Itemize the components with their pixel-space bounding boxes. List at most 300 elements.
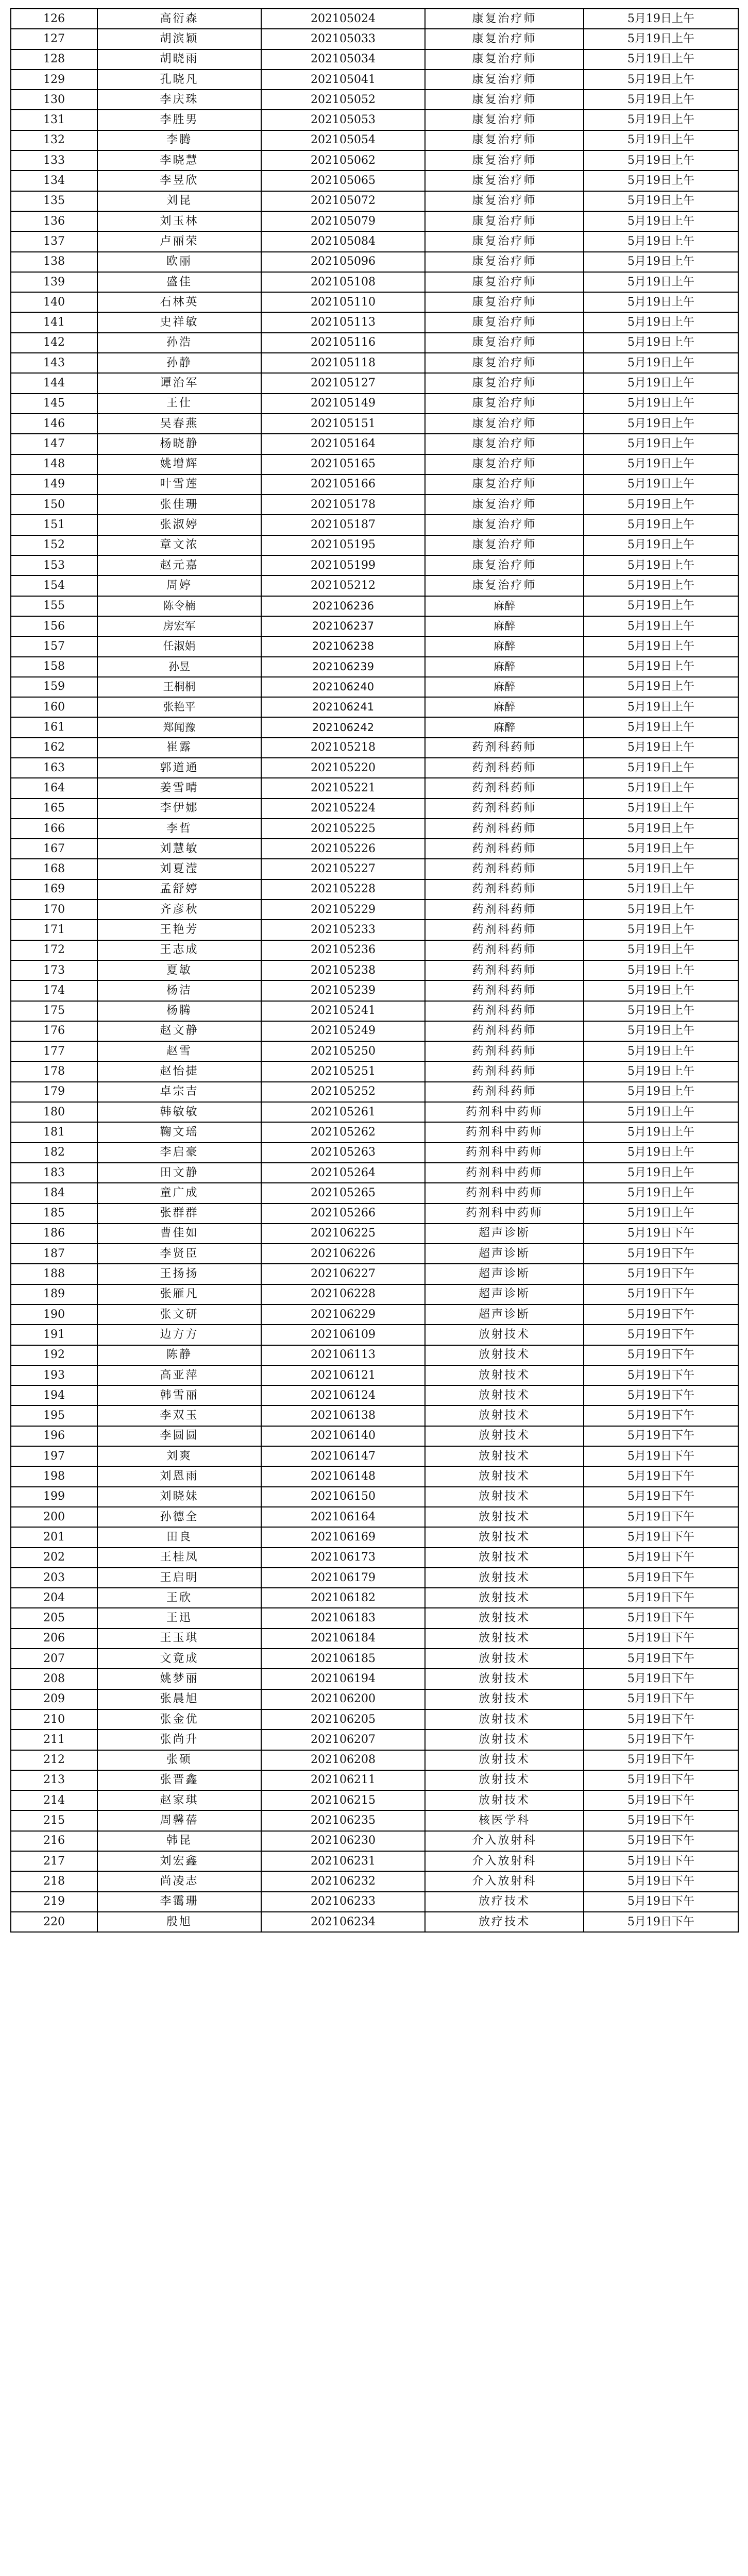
name-cell: 边方方	[97, 1325, 261, 1345]
specialty-cell: 放射技术	[425, 1730, 584, 1750]
row-number-cell: 178	[11, 1061, 97, 1081]
name-cell: 赵元嘉	[97, 555, 261, 575]
row-number-cell: 135	[11, 191, 97, 211]
exam-id-cell: 202105195	[261, 535, 425, 555]
exam-time-cell: 5月19日上午	[584, 657, 738, 677]
row-number-cell: 204	[11, 1588, 97, 1608]
table-row	[11, 474, 738, 495]
row-number-cell: 189	[11, 1284, 97, 1304]
table-row	[11, 292, 738, 312]
table-row	[11, 70, 738, 90]
specialty-cell: 放射技术	[425, 1568, 584, 1588]
row-number-cell: 193	[11, 1365, 97, 1385]
row-number-cell: 183	[11, 1163, 97, 1183]
table-row	[11, 738, 738, 758]
exam-id-cell: 202105250	[261, 1041, 425, 1061]
name-cell: 张雁凡	[97, 1284, 261, 1304]
table-row	[11, 333, 738, 353]
row-number-cell: 149	[11, 474, 97, 495]
specialty-cell: 康复治疗师	[425, 130, 584, 150]
exam-id-cell: 202105065	[261, 171, 425, 191]
row-number-cell: 209	[11, 1689, 97, 1709]
exam-id-cell: 202105165	[261, 454, 425, 474]
exam-id-cell: 202105238	[261, 960, 425, 980]
table-row	[11, 879, 738, 900]
exam-id-cell: 202105218	[261, 738, 425, 758]
specialty-cell: 介入放射科	[425, 1851, 584, 1871]
table-row	[11, 1204, 738, 1224]
specialty-cell: 放射技术	[425, 1466, 584, 1486]
table-row	[11, 717, 738, 737]
exam-id-cell: 202105262	[261, 1122, 425, 1142]
exam-id-cell: 202106140	[261, 1426, 425, 1446]
specialty-cell: 康复治疗师	[425, 353, 584, 373]
table-row	[11, 1507, 738, 1527]
exam-id-cell: 202105053	[261, 110, 425, 130]
exam-time-cell: 5月19日上午	[584, 414, 738, 434]
exam-id-cell: 202105110	[261, 292, 425, 312]
exam-time-cell: 5月19日下午	[584, 1568, 738, 1588]
exam-time-cell: 5月19日下午	[584, 1405, 738, 1426]
name-cell: 章文浓	[97, 535, 261, 555]
exam-time-cell: 5月19日上午	[584, 879, 738, 900]
specialty-cell: 康复治疗师	[425, 110, 584, 130]
specialty-cell: 放射技术	[425, 1426, 584, 1446]
table-row	[11, 1183, 738, 1203]
table-row	[11, 1365, 738, 1385]
exam-id-cell: 202105084	[261, 231, 425, 251]
table-row	[11, 1102, 738, 1122]
exam-time-cell: 5月19日下午	[584, 1345, 738, 1365]
name-cell: 王玉琪	[97, 1629, 261, 1649]
table-row	[11, 1709, 738, 1730]
table-row	[11, 1405, 738, 1426]
specialty-cell: 药剂科中药师	[425, 1143, 584, 1163]
name-cell: 鞠文瑶	[97, 1122, 261, 1142]
name-cell: 孙静	[97, 353, 261, 373]
table-row	[11, 373, 738, 393]
table-row	[11, 1689, 738, 1709]
name-cell: 夏敏	[97, 960, 261, 980]
exam-time-cell: 5月19日上午	[584, 495, 738, 515]
name-cell: 王仕	[97, 394, 261, 414]
table-row	[11, 29, 738, 49]
specialty-cell: 药剂科药师	[425, 900, 584, 920]
row-number-cell: 201	[11, 1527, 97, 1547]
specialty-cell: 放射技术	[425, 1709, 584, 1730]
exam-id-cell: 202105226	[261, 839, 425, 859]
table-row	[11, 1082, 738, 1102]
specialty-cell: 药剂科药师	[425, 859, 584, 879]
exam-time-cell: 5月19日上午	[584, 1041, 738, 1061]
table-row	[11, 940, 738, 960]
exam-time-cell: 5月19日上午	[584, 819, 738, 839]
row-number-cell: 166	[11, 819, 97, 839]
exam-id-cell: 202106237	[261, 616, 425, 636]
exam-time-cell: 5月19日下午	[584, 1507, 738, 1527]
row-number-cell: 194	[11, 1385, 97, 1405]
name-cell: 孙昱	[97, 657, 261, 677]
exam-id-cell: 202106234	[261, 1912, 425, 1932]
name-cell: 胡晓雨	[97, 49, 261, 70]
name-cell: 李晓慧	[97, 150, 261, 171]
name-cell: 李腾	[97, 130, 261, 150]
exam-time-cell: 5月19日上午	[584, 474, 738, 495]
table-row	[11, 859, 738, 879]
name-cell: 姚梦丽	[97, 1669, 261, 1689]
name-cell: 杨腾	[97, 1001, 261, 1021]
table-row	[11, 434, 738, 454]
specialty-cell: 放疗技术	[425, 1892, 584, 1912]
row-number-cell: 196	[11, 1426, 97, 1446]
exam-id-cell: 202106150	[261, 1487, 425, 1507]
row-number-cell: 177	[11, 1041, 97, 1061]
table-row	[11, 758, 738, 778]
row-number-cell: 212	[11, 1750, 97, 1770]
exam-id-cell: 202106138	[261, 1405, 425, 1426]
exam-id-cell: 202105187	[261, 515, 425, 535]
specialty-cell: 放射技术	[425, 1487, 584, 1507]
name-cell: 刘慧敏	[97, 839, 261, 859]
exam-id-cell: 202106231	[261, 1851, 425, 1871]
name-cell: 齐彦秋	[97, 900, 261, 920]
specialty-cell: 康复治疗师	[425, 90, 584, 110]
exam-time-cell: 5月19日下午	[584, 1385, 738, 1405]
name-cell: 房宏军	[97, 616, 261, 636]
name-cell: 尚凌志	[97, 1871, 261, 1891]
exam-time-cell: 5月19日上午	[584, 717, 738, 737]
row-number-cell: 187	[11, 1244, 97, 1264]
table-row	[11, 920, 738, 940]
exam-time-cell: 5月19日上午	[584, 758, 738, 778]
exam-time-cell: 5月19日上午	[584, 1122, 738, 1142]
table-row	[11, 353, 738, 373]
row-number-cell: 126	[11, 9, 97, 29]
row-number-cell: 150	[11, 495, 97, 515]
row-number-cell: 186	[11, 1224, 97, 1244]
exam-time-cell: 5月19日上午	[584, 1082, 738, 1102]
specialty-cell: 药剂科药师	[425, 960, 584, 980]
name-cell: 姚增辉	[97, 454, 261, 474]
row-number-cell: 155	[11, 596, 97, 616]
name-cell: 任淑娟	[97, 636, 261, 656]
table-row	[11, 1487, 738, 1507]
row-number-cell: 174	[11, 980, 97, 1001]
row-number-cell: 161	[11, 717, 97, 737]
exam-time-cell: 5月19日上午	[584, 1143, 738, 1163]
exam-time-cell: 5月19日上午	[584, 799, 738, 819]
exam-time-cell: 5月19日上午	[584, 333, 738, 353]
exam-id-cell: 202106235	[261, 1810, 425, 1831]
exam-id-cell: 202106229	[261, 1304, 425, 1325]
exam-id-cell: 202105166	[261, 474, 425, 495]
exam-time-cell: 5月19日上午	[584, 90, 738, 110]
exam-id-cell: 202106194	[261, 1669, 425, 1689]
specialty-cell: 麻醉	[425, 677, 584, 697]
specialty-cell: 放射技术	[425, 1507, 584, 1527]
exam-time-cell: 5月19日上午	[584, 1021, 738, 1041]
row-number-cell: 188	[11, 1264, 97, 1284]
table-row	[11, 414, 738, 434]
name-cell: 刘玉林	[97, 211, 261, 231]
exam-time-cell: 5月19日上午	[584, 454, 738, 474]
name-cell: 王桐桐	[97, 677, 261, 697]
name-cell: 张晨旭	[97, 1689, 261, 1709]
exam-time-cell: 5月19日上午	[584, 778, 738, 798]
row-number-cell: 206	[11, 1629, 97, 1649]
specialty-cell: 放射技术	[425, 1629, 584, 1649]
row-number-cell: 175	[11, 1001, 97, 1021]
table-row	[11, 252, 738, 272]
exam-time-cell: 5月19日下午	[584, 1365, 738, 1385]
exam-id-cell: 202106226	[261, 1244, 425, 1264]
specialty-cell: 放射技术	[425, 1527, 584, 1547]
exam-time-cell: 5月19日上午	[584, 535, 738, 555]
specialty-cell: 康复治疗师	[425, 555, 584, 575]
table-row	[11, 636, 738, 656]
table-row	[11, 191, 738, 211]
name-cell: 曹佳如	[97, 1224, 261, 1244]
name-cell: 张尚升	[97, 1730, 261, 1750]
name-cell: 田文静	[97, 1163, 261, 1183]
specialty-cell: 超声诊断	[425, 1224, 584, 1244]
name-cell: 周馨蓓	[97, 1810, 261, 1831]
exam-time-cell: 5月19日上午	[584, 373, 738, 393]
row-number-cell: 167	[11, 839, 97, 859]
specialty-cell: 放疗技术	[425, 1912, 584, 1932]
exam-id-cell: 202105072	[261, 191, 425, 211]
table-row	[11, 1527, 738, 1547]
name-cell: 谭治军	[97, 373, 261, 393]
row-number-cell: 195	[11, 1405, 97, 1426]
specialty-cell: 康复治疗师	[425, 49, 584, 70]
specialty-cell: 康复治疗师	[425, 414, 584, 434]
specialty-cell: 介入放射科	[425, 1871, 584, 1891]
exam-time-cell: 5月19日上午	[584, 312, 738, 332]
exam-time-cell: 5月19日上午	[584, 1183, 738, 1203]
table-row	[11, 312, 738, 332]
table-row	[11, 657, 738, 677]
specialty-cell: 超声诊断	[425, 1304, 584, 1325]
exam-id-cell: 202105212	[261, 575, 425, 596]
exam-id-cell: 202106121	[261, 1365, 425, 1385]
name-cell: 卓宗吉	[97, 1082, 261, 1102]
table-row	[11, 839, 738, 859]
specialty-cell: 放射技术	[425, 1649, 584, 1669]
table-row	[11, 1730, 738, 1750]
specialty-cell: 药剂科药师	[425, 1021, 584, 1041]
exam-time-cell: 5月19日下午	[584, 1426, 738, 1446]
table-body	[11, 9, 738, 1932]
exam-id-cell: 202106124	[261, 1385, 425, 1405]
exam-time-cell: 5月19日上午	[584, 940, 738, 960]
name-cell: 李昱欣	[97, 171, 261, 191]
specialty-cell: 药剂科药师	[425, 1041, 584, 1061]
name-cell: 王迅	[97, 1608, 261, 1628]
exam-time-cell: 5月19日上午	[584, 555, 738, 575]
exam-time-cell: 5月19日下午	[584, 1284, 738, 1304]
row-number-cell: 144	[11, 373, 97, 393]
exam-id-cell: 202105264	[261, 1163, 425, 1183]
table-row	[11, 1143, 738, 1163]
specialty-cell: 药剂科药师	[425, 819, 584, 839]
row-number-cell: 138	[11, 252, 97, 272]
exam-time-cell: 5月19日上午	[584, 575, 738, 596]
specialty-cell: 康复治疗师	[425, 333, 584, 353]
exam-time-cell: 5月19日上午	[584, 70, 738, 90]
exam-id-cell: 202105116	[261, 333, 425, 353]
specialty-cell: 康复治疗师	[425, 474, 584, 495]
exam-time-cell: 5月19日下午	[584, 1304, 738, 1325]
row-number-cell: 131	[11, 110, 97, 130]
exam-id-cell: 202106207	[261, 1730, 425, 1750]
exam-id-cell: 202106173	[261, 1548, 425, 1568]
exam-time-cell: 5月19日上午	[584, 171, 738, 191]
exam-id-cell: 202105236	[261, 940, 425, 960]
name-cell: 史祥敏	[97, 312, 261, 332]
table-row	[11, 150, 738, 171]
specialty-cell: 康复治疗师	[425, 292, 584, 312]
name-cell: 赵文静	[97, 1021, 261, 1041]
row-number-cell: 141	[11, 312, 97, 332]
exam-id-cell: 202106200	[261, 1689, 425, 1709]
exam-id-cell: 202105052	[261, 90, 425, 110]
exam-time-cell: 5月19日下午	[584, 1244, 738, 1264]
specialty-cell: 药剂科药师	[425, 1001, 584, 1021]
exam-id-cell: 202105265	[261, 1183, 425, 1203]
name-cell: 李伊娜	[97, 799, 261, 819]
table-row	[11, 49, 738, 70]
name-cell: 刘昆	[97, 191, 261, 211]
exam-id-cell: 202106242	[261, 717, 425, 737]
specialty-cell: 放射技术	[425, 1405, 584, 1426]
exam-time-cell: 5月19日下午	[584, 1487, 738, 1507]
specialty-cell: 药剂科药师	[425, 1061, 584, 1081]
exam-id-cell: 202106205	[261, 1709, 425, 1730]
name-cell: 叶雪莲	[97, 474, 261, 495]
row-number-cell: 176	[11, 1021, 97, 1041]
table-row	[11, 1244, 738, 1264]
row-number-cell: 208	[11, 1669, 97, 1689]
name-cell: 石林英	[97, 292, 261, 312]
exam-time-cell: 5月19日下午	[584, 1264, 738, 1284]
table-row	[11, 778, 738, 798]
table-row	[11, 1649, 738, 1669]
exam-time-cell: 5月19日下午	[584, 1669, 738, 1689]
name-cell: 郭道通	[97, 758, 261, 778]
specialty-cell: 放射技术	[425, 1365, 584, 1385]
exam-time-cell: 5月19日上午	[584, 1001, 738, 1021]
exam-time-cell: 5月19日上午	[584, 900, 738, 920]
exam-id-cell: 202106239	[261, 657, 425, 677]
table-row	[11, 1588, 738, 1608]
specialty-cell: 药剂科药师	[425, 738, 584, 758]
name-cell: 田良	[97, 1527, 261, 1547]
table-row	[11, 980, 738, 1001]
table-row	[11, 1871, 738, 1891]
exam-id-cell: 202106147	[261, 1446, 425, 1466]
exam-time-cell: 5月19日上午	[584, 434, 738, 454]
exam-id-cell: 202105249	[261, 1021, 425, 1041]
exam-time-cell: 5月19日下午	[584, 1810, 738, 1831]
specialty-cell: 康复治疗师	[425, 272, 584, 292]
table-row	[11, 515, 738, 535]
exam-id-cell: 202106230	[261, 1831, 425, 1851]
specialty-cell: 放射技术	[425, 1669, 584, 1689]
row-number-cell: 199	[11, 1487, 97, 1507]
name-cell: 李圆圆	[97, 1426, 261, 1446]
row-number-cell: 211	[11, 1730, 97, 1750]
specialty-cell: 康复治疗师	[425, 434, 584, 454]
row-number-cell: 154	[11, 575, 97, 596]
name-cell: 赵家琪	[97, 1790, 261, 1810]
exam-id-cell: 202105241	[261, 1001, 425, 1021]
exam-id-cell: 202105220	[261, 758, 425, 778]
specialty-cell: 超声诊断	[425, 1284, 584, 1304]
exam-time-cell: 5月19日上午	[584, 616, 738, 636]
name-cell: 高衍森	[97, 9, 261, 29]
name-cell: 张晋鑫	[97, 1770, 261, 1790]
table-row	[11, 130, 738, 150]
name-cell: 王启明	[97, 1568, 261, 1588]
row-number-cell: 170	[11, 900, 97, 920]
specialty-cell: 康复治疗师	[425, 9, 584, 29]
row-number-cell: 157	[11, 636, 97, 656]
exam-id-cell: 202106241	[261, 697, 425, 717]
name-cell: 王艳芳	[97, 920, 261, 940]
specialty-cell: 康复治疗师	[425, 29, 584, 49]
exam-id-cell: 202106164	[261, 1507, 425, 1527]
specialty-cell: 康复治疗师	[425, 373, 584, 393]
row-number-cell: 162	[11, 738, 97, 758]
exam-id-cell: 202105233	[261, 920, 425, 940]
name-cell: 王志成	[97, 940, 261, 960]
exam-id-cell: 202106109	[261, 1325, 425, 1345]
table-row	[11, 1548, 738, 1568]
name-cell: 张群群	[97, 1204, 261, 1224]
name-cell: 姜雪晴	[97, 778, 261, 798]
exam-id-cell: 202105239	[261, 980, 425, 1001]
specialty-cell: 康复治疗师	[425, 231, 584, 251]
exam-id-cell: 202105261	[261, 1102, 425, 1122]
name-cell: 王欣	[97, 1588, 261, 1608]
specialty-cell: 药剂科中药师	[425, 1122, 584, 1142]
specialty-cell: 康复治疗师	[425, 252, 584, 272]
name-cell: 孙浩	[97, 333, 261, 353]
row-number-cell: 207	[11, 1649, 97, 1669]
row-number-cell: 181	[11, 1122, 97, 1142]
specialty-cell: 药剂科中药师	[425, 1163, 584, 1183]
specialty-cell: 康复治疗师	[425, 495, 584, 515]
exam-time-cell: 5月19日上午	[584, 29, 738, 49]
row-number-cell: 153	[11, 555, 97, 575]
name-cell: 杨晓静	[97, 434, 261, 454]
table-row	[11, 1466, 738, 1486]
exam-time-cell: 5月19日上午	[584, 292, 738, 312]
exam-id-cell: 202106113	[261, 1345, 425, 1365]
specialty-cell: 药剂科药师	[425, 839, 584, 859]
exam-time-cell: 5月19日上午	[584, 110, 738, 130]
specialty-cell: 介入放射科	[425, 1831, 584, 1851]
exam-time-cell: 5月19日上午	[584, 1102, 738, 1122]
row-number-cell: 129	[11, 70, 97, 90]
table-row	[11, 110, 738, 130]
exam-id-cell: 202105178	[261, 495, 425, 515]
table-row	[11, 575, 738, 596]
specialty-cell: 药剂科药师	[425, 940, 584, 960]
exam-time-cell: 5月19日下午	[584, 1548, 738, 1568]
specialty-cell: 药剂科药师	[425, 758, 584, 778]
